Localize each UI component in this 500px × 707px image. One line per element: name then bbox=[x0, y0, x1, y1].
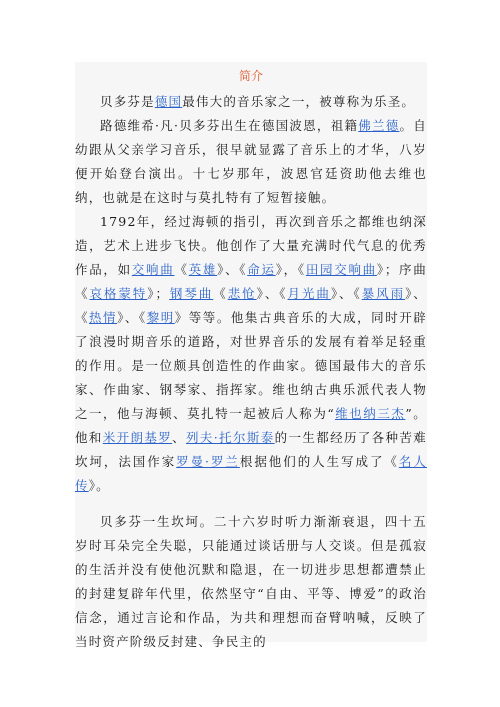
link-romain-rolland[interactable]: 罗曼·罗兰 bbox=[176, 454, 240, 469]
text-run: 》、《 bbox=[330, 286, 362, 301]
paragraph-birth bbox=[75, 114, 427, 210]
link-pathetique[interactable]: 悲怆 bbox=[227, 286, 257, 301]
text-run: 》、《 bbox=[256, 286, 288, 301]
link-michelangelo[interactable]: 米开朗基罗 bbox=[102, 430, 173, 445]
link-tempest[interactable]: 暴风雨 bbox=[361, 286, 406, 301]
text-run: 》，《 bbox=[275, 262, 306, 277]
link-tolstoy[interactable]: 列夫·托尔斯泰 bbox=[186, 430, 275, 445]
link-fate[interactable]: 命运 bbox=[247, 262, 276, 277]
link-eroica[interactable]: 英雄 bbox=[188, 262, 218, 277]
link-vienna-three[interactable]: 维也纳三杰 bbox=[334, 406, 406, 421]
link-symphony[interactable]: 交响曲 bbox=[131, 262, 175, 277]
text-run: 路德维希·凡·贝多芬出生在德国波恩，祖籍 bbox=[100, 118, 359, 133]
text-run: 的一生都经历了各种苦难坎坷，法国作家 bbox=[75, 430, 427, 469]
link-waldstein[interactable]: 黎明 bbox=[146, 310, 175, 325]
link-piano-music[interactable]: 钢琴曲 bbox=[169, 286, 214, 301]
article-body bbox=[75, 62, 427, 649]
text-run: 根据他们的人生写成了《 bbox=[239, 454, 399, 469]
text-run: 贝多芬一生坎坷。二十六岁时听力渐渐衰退，四十五岁时耳朵完全失聪，只能通过谈话册与人交谈。但是孤寂的生活并没有使他沉默和隐退，在一切进步思想都遭禁止的封建复辟年代里，依然坚守“自由、平等、博爱”的政治信念，通过言论和作品，为共和理想而奋臂呐喊，反映了当时资产阶级反封建、争民主的 bbox=[75, 514, 427, 649]
link-moonlight[interactable]: 月光曲 bbox=[287, 286, 331, 301]
article-title: 简介 bbox=[238, 69, 263, 83]
link-appassionata[interactable]: 热情 bbox=[89, 310, 118, 325]
link-pastoral-symphony[interactable]: 田园交响曲 bbox=[305, 262, 377, 277]
text-run: 》；序曲《 bbox=[75, 262, 427, 301]
paragraph-hardship bbox=[75, 510, 427, 654]
text-run: 》； bbox=[147, 286, 170, 301]
paragraph-intro bbox=[75, 90, 427, 114]
link-flanders[interactable]: 佛兰德 bbox=[358, 118, 400, 133]
text-run: 。自幼跟从父亲学习音乐，很早就显露了音乐上的才华，八岁便开始登台演出。十七岁那年，波恩官廷资助他去维也纳，也就是在这时与莫扎特有了短暂接触。 bbox=[75, 118, 427, 205]
text-run: 、 bbox=[172, 430, 186, 445]
text-run: 《 bbox=[174, 262, 189, 277]
text-run: 最伟大的音乐家之一，被尊称为乐圣。 bbox=[182, 94, 416, 109]
text-run: 》。 bbox=[88, 478, 110, 493]
text-run: 《 bbox=[213, 286, 228, 301]
text-run: 1792年，经过海顿的指引，再次到音乐之都维也纳深造，艺术上进步飞快。他创作了大量充满时代气息的优秀作品，如 bbox=[75, 214, 427, 277]
link-egmont[interactable]: 哀格蒙特 bbox=[89, 286, 148, 301]
text-run: 》、《 bbox=[217, 262, 248, 277]
paragraph-works bbox=[75, 210, 427, 498]
text-run: 》、《 bbox=[117, 310, 147, 325]
text-run: ”。他和 bbox=[75, 406, 427, 445]
link-famous-lives[interactable]: 名人传 bbox=[75, 454, 427, 493]
text-run: 贝多芬是 bbox=[100, 94, 155, 109]
text-run: 》、《 bbox=[75, 286, 427, 325]
link-germany[interactable]: 德国 bbox=[154, 94, 183, 109]
text-run: 》等等。他集古典音乐的大成，同时开辟了浪漫时期音乐的道路，对世界音乐的发展有着举足轻重的作用。是一位颇具创造性的作曲家。德国最伟大的音乐家、作曲家、钢琴家、指挥家。维也纳古典乐派代表人物之一，他与海顿、莫扎特一起被后人称为“ bbox=[75, 310, 427, 421]
